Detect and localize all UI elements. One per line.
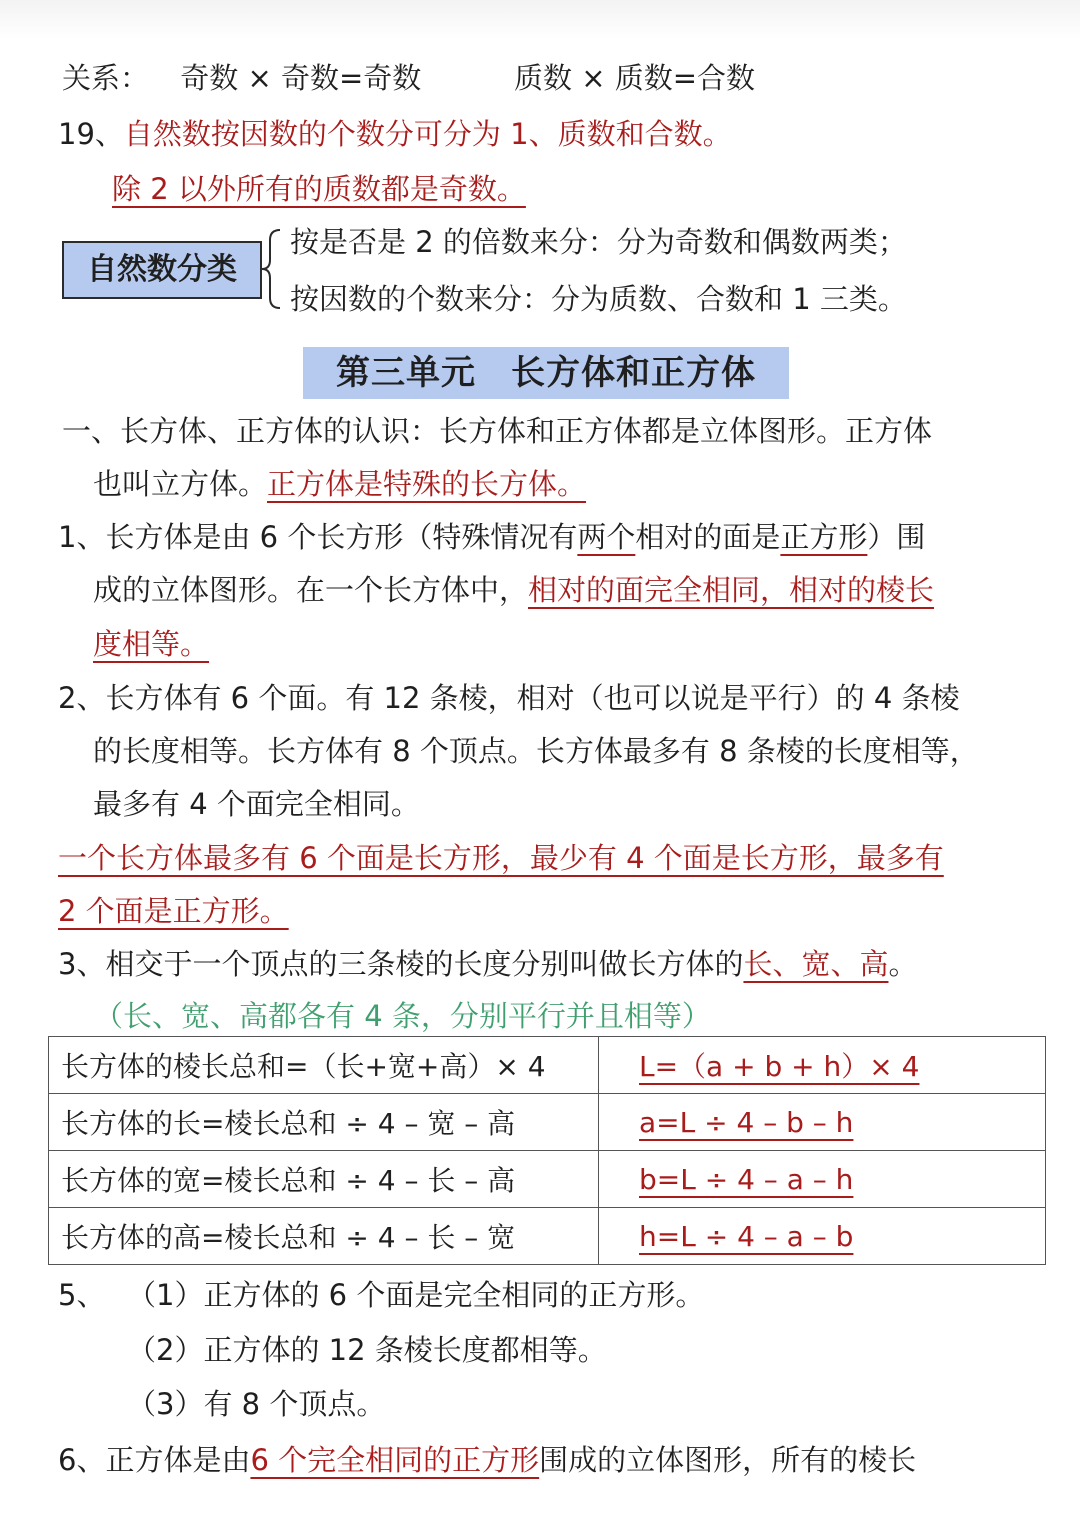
item-6-text-c: 围成的立体图形，所有的棱长 xyxy=(539,1443,917,1477)
table-row xyxy=(49,1037,1046,1094)
table-row xyxy=(49,1151,1046,1208)
item-2-red-1-text: 一个长方体最多有 6 个面是长方形，最少有 4 个面是长方形，最多有 xyxy=(58,841,944,875)
table-row xyxy=(49,1094,1046,1151)
table-cell-left: 长方体的长=棱长总和 ÷ 4 – 宽 – 高 xyxy=(49,1094,599,1151)
relation-label: 关系： xyxy=(62,61,150,95)
section-1-line-2a: 也叫立方体。 xyxy=(93,467,268,501)
table-row xyxy=(49,1208,1046,1265)
formula-table xyxy=(48,1036,1046,1265)
item-6-text-a: 6、正方体是由 xyxy=(58,1443,251,1477)
formula-right-3: h=L ÷ 4 – a – b xyxy=(639,1219,854,1253)
classification-row-2: 按因数的个数来分：分为质数、合数和 1 三类。 xyxy=(290,282,907,316)
item-1-text-a: 1、长方体是由 6 个长方形（特殊情况有 xyxy=(58,520,578,554)
table-cell-right xyxy=(599,1208,1046,1265)
brace-icon xyxy=(262,228,282,310)
top-fade xyxy=(0,0,1080,40)
item-3-text-c: 。 xyxy=(888,947,918,981)
item-2-red-line-2 xyxy=(58,891,289,931)
item-5-point-1: （1）正方体的 6 个面是完全相同的正方形。 xyxy=(127,1278,705,1312)
item-1-text-c: 相对的面是 xyxy=(635,520,781,554)
item-19-text: 自然数按因数的个数分可分为 1、质数和合数。 xyxy=(123,117,732,151)
formula-right-2: b=L ÷ 4 – a – h xyxy=(639,1162,854,1196)
item-2-line-3: 最多有 4 个面完全相同。 xyxy=(93,787,420,821)
section-1-line-1: 一、长方体、正方体的认识：长方体和正方体都是立体图形。正方体 xyxy=(62,414,933,448)
item-19-second-text: 除 2 以外所有的质数都是奇数。 xyxy=(112,172,526,206)
item-2-red-line-1 xyxy=(58,838,944,878)
item-19-number: 19、 xyxy=(58,117,124,151)
item-5-point-3: （3）有 8 个顶点。 xyxy=(127,1387,386,1421)
item-3-text-b: 长、宽、高 xyxy=(743,947,889,981)
item-2-red-2-text: 2 个面是正方形。 xyxy=(58,894,289,928)
natural-number-classification-box: 自然数分类 xyxy=(62,241,262,299)
item-1-line-3 xyxy=(93,624,209,664)
item-3-line-1 xyxy=(58,944,917,984)
item-1-line-1 xyxy=(58,517,925,557)
table-cell-right xyxy=(599,1037,1046,1094)
section-1-line-2b: 正方体是特殊的长方体。 xyxy=(267,467,587,501)
item-2-line-2: 的长度相等。长方体有 8 个顶点。长方体最多有 8 条棱的长度相等， xyxy=(93,734,979,768)
relation-odd: 奇数 × 奇数=奇数 xyxy=(180,61,422,95)
item-5-point-2: （2）正方体的 12 条棱长度都相等。 xyxy=(127,1333,607,1367)
item-1-text-d: 正方形 xyxy=(780,520,868,554)
table-cell-left: 长方体的棱长总和=（长+宽+高）× 4 xyxy=(49,1037,599,1094)
item-1-line-2b: 相对的面完全相同，相对的棱长 xyxy=(528,573,935,607)
formula-right-0: L=（a + b + h）× 4 xyxy=(639,1050,920,1083)
item-5-number: 5、 xyxy=(58,1278,106,1312)
table-cell-left: 长方体的高=棱长总和 ÷ 4 – 长 – 宽 xyxy=(49,1208,599,1265)
item-1-text-b: 两个 xyxy=(577,520,636,554)
item-6-text-b: 6 个完全相同的正方形 xyxy=(250,1443,540,1477)
item-1-line-3-text: 度相等。 xyxy=(93,627,210,661)
item-19 xyxy=(58,114,732,154)
item-6-line xyxy=(58,1440,916,1480)
item-1-text-e: ）围 xyxy=(867,520,926,554)
item-19-second xyxy=(112,169,526,209)
table-cell-left: 长方体的宽=棱长总和 ÷ 4 – 长 – 高 xyxy=(49,1151,599,1208)
item-3-text-a: 3、相交于一个顶点的三条棱的长度分别叫做长方体的 xyxy=(58,947,744,981)
table-cell-right xyxy=(599,1094,1046,1151)
item-2-line-1: 2、长方体有 6 个面。有 12 条棱，相对（也可以说是平行）的 4 条棱 xyxy=(58,681,960,715)
unit-title: 第三单元 长方体和正方体 xyxy=(303,347,789,399)
item-1-line-2 xyxy=(93,570,934,610)
section-1-line-2 xyxy=(93,464,586,504)
classification-row-1: 按是否是 2 的倍数来分：分为奇数和偶数两类； xyxy=(290,225,907,259)
relation-line xyxy=(62,58,756,98)
item-1-line-2a: 成的立体图形。在一个长方体中， xyxy=(93,573,529,607)
item-3-note: （长、宽、高都各有 4 条，分别平行并且相等） xyxy=(94,999,711,1033)
formula-right-1: a=L ÷ 4 – b – h xyxy=(639,1105,854,1139)
relation-prime: 质数 × 质数=合数 xyxy=(514,61,756,95)
table-cell-right xyxy=(599,1151,1046,1208)
